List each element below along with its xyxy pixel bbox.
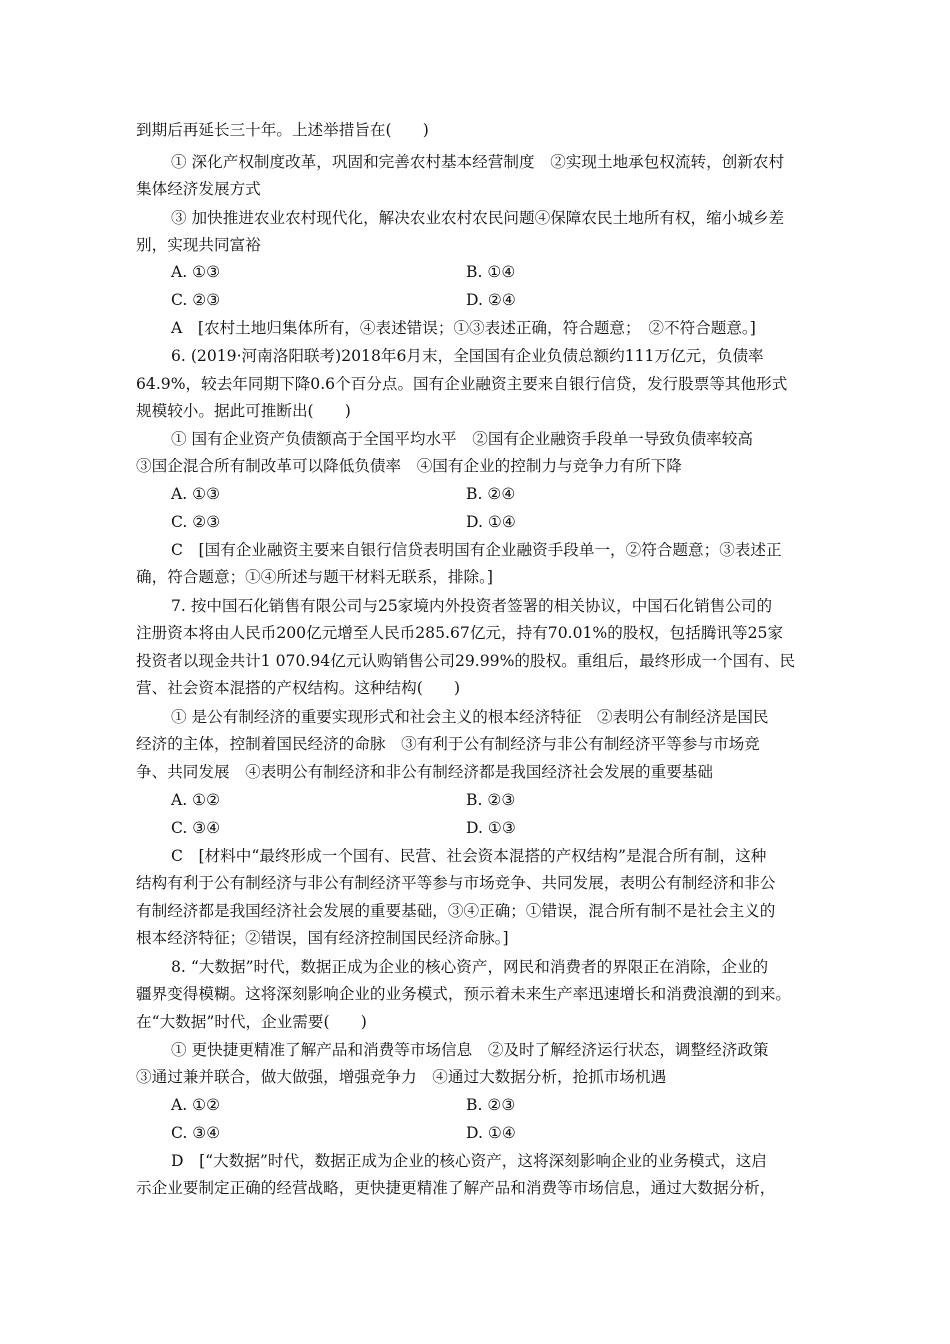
text-line: 有制经济都是我国经济社会发展的重要基础，③④正确；①错误，混合所有制不是社会主义的 bbox=[136, 902, 776, 920]
text-line: ① 更快捷更精准了解产品和消费等市场信息 ②及时了解经济运行状态，调整经济政策 bbox=[171, 1041, 769, 1059]
option-d: D. ①④ bbox=[466, 1124, 516, 1142]
option-c: C. ③④ bbox=[171, 1124, 221, 1142]
option-b: B. ②③ bbox=[466, 1096, 516, 1114]
text-line: 在“大数据”时代，企业需要( ) bbox=[136, 1013, 367, 1031]
option-b: B. ②④ bbox=[466, 485, 516, 503]
text-line: ① 是公有制经济的重要实现形式和社会主义的根本经济特征 ②表明公有制经济是国民 bbox=[171, 708, 769, 726]
option-a: A. ①③ bbox=[171, 485, 221, 503]
text-line: ③国企混合所有制改革可以降低负债率 ④国有企业的控制力与竞争力有所下降 bbox=[136, 457, 682, 475]
option-c: C. ②③ bbox=[171, 291, 221, 309]
text-line: 注册资本将由人民币200亿元增至人民币285.67亿元，持有70.01%的股权，包括腾讯等25家 bbox=[136, 624, 784, 642]
text-line: 到期后再延长三十年。上述举措旨在( ) bbox=[136, 121, 429, 139]
question-6: 6. (2019·河南洛阳联考)2018年6月末，全国国有企业负债总额约111万亿元，负债率 bbox=[171, 347, 764, 365]
text-line: 经济的主体，控制着国民经济的命脉 ③有利于公有制经济与非公有制经济平等参与市场竞 bbox=[136, 735, 760, 753]
text-line: 争、共同发展 ④表明公有制经济和非公有制经济都是我国经济社会发展的重要基础 bbox=[136, 763, 713, 781]
answer-line: C [材料中“最终形成一个国有、民营、社会资本混搭的产权结构”是混合所有制，这种 bbox=[171, 847, 767, 865]
option-c: C. ②③ bbox=[171, 513, 221, 531]
option-a: A. ①② bbox=[171, 1096, 221, 1114]
text-line: 疆界变得模糊。这将深刻影响企业的业务模式，预示着未来生产率迅速增长和消费浪潮的到来。 bbox=[136, 985, 791, 1003]
option-a: A. ①② bbox=[171, 791, 221, 809]
text-line: ③ 加快推进农业农村现代化，解决农业农村农民问题④保障农民土地所有权，缩小城乡差 bbox=[171, 209, 785, 227]
option-d: D. ②④ bbox=[466, 291, 516, 309]
option-d: D. ①④ bbox=[466, 513, 516, 531]
text-line: 示企业要制定正确的经营战略，更快捷更精准了解产品和消费等市场信息，通过大数据分析， bbox=[136, 1179, 776, 1197]
text-line: 别，实现共同富裕 bbox=[136, 236, 261, 254]
text-line: 规模较小。据此可推断出( ) bbox=[136, 402, 351, 420]
question-7: 7. 按中国石化销售有限公司与25家境内外投资者签署的相关协议，中国石化销售公司的 bbox=[171, 597, 773, 615]
question-8: 8. “大数据”时代，数据正成为企业的核心资产，网民和消费者的界限正在消除，企业的 bbox=[171, 958, 769, 976]
text-line: 集体经济发展方式 bbox=[136, 180, 261, 198]
option-b: B. ①④ bbox=[466, 263, 516, 281]
text-line: 投资者以现金共计1 070.94亿元认购销售公司29.99%的股权。重组后，最终形成一个国有、民 bbox=[136, 652, 796, 670]
text-line: ① 国有企业资产负债额高于全国平均水平 ②国有企业融资手段单一导致负债率较高 bbox=[171, 430, 753, 448]
answer-line: C [国有企业融资主要来自银行信贷表明国有企业融资手段单一，②符合题意；③表述正 bbox=[171, 541, 782, 559]
answer-line: D [“大数据”时代，数据正成为企业的核心资产，这将深刻影响企业的业务模式，这启 bbox=[171, 1152, 767, 1170]
text-line: ① 深化产权制度改革，巩固和完善农村基本经营制度 ②实现土地承包权流转，创新农村 bbox=[171, 153, 785, 171]
option-d: D. ①③ bbox=[466, 819, 516, 837]
text-line: 结构有利于公有制经济与非公有制经济平等参与市场竞争、共同发展，表明公有制经济和非公 bbox=[136, 874, 776, 892]
option-b: B. ②③ bbox=[466, 791, 516, 809]
answer-line: A [农村土地归集体所有，④表述错误；①③表述正确，符合题意； ②不符合题意。] bbox=[171, 319, 756, 337]
option-c: C. ③④ bbox=[171, 819, 221, 837]
text-line: 营、社会资本混搭的产权结构。这种结构( ) bbox=[136, 679, 461, 697]
text-line: 根本经济特征；②错误，国有经济控制国民经济命脉。] bbox=[136, 929, 509, 947]
option-a: A. ①③ bbox=[171, 263, 221, 281]
text-line: 确，符合题意；①④所述与题干材料无联系，排除。] bbox=[136, 568, 493, 586]
text-line: 64.9%，较去年同期下降0.6个百分点。国有企业融资主要来自银行信贷，发行股票等其他形式 bbox=[136, 375, 788, 393]
text-line: ③通过兼并联合，做大做强，增强竞争力 ④通过大数据分析，抢抓市场机遇 bbox=[136, 1068, 667, 1086]
